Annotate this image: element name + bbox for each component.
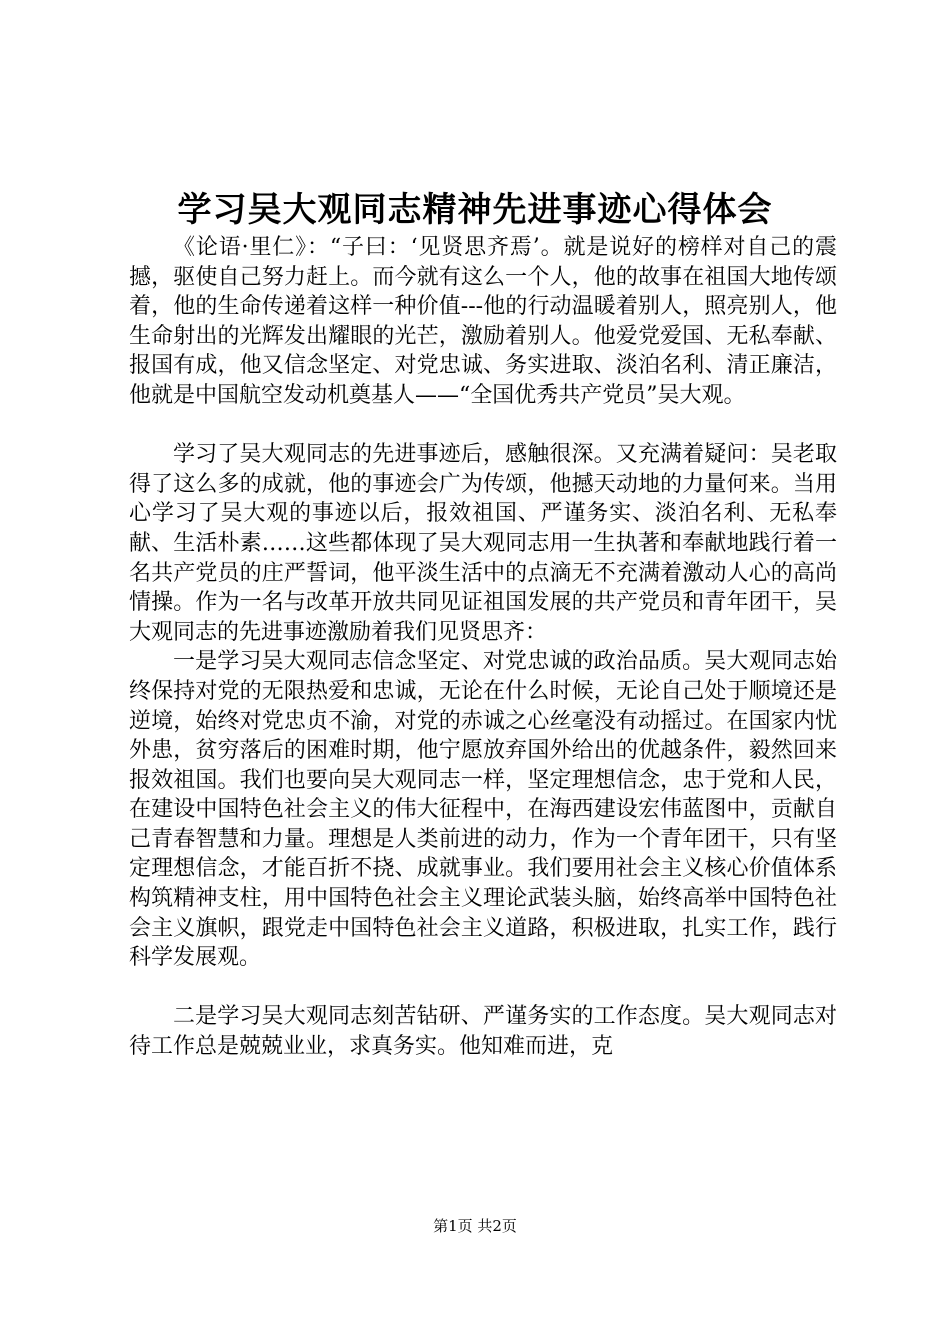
- paragraph-spacer: [129, 973, 837, 1003]
- page-number: 第1页 共2页: [433, 1217, 517, 1235]
- paragraph-3: 一是学习吴大观同志信念坚定、对党忠诚的政治品质。吴大观同志始终保持对党的无限热爱和忠诚，无论在什么时候，无论自己处于顺境还是逆境，始终对党忠贞不渝，对党的赤诚之心丝毫没有动摇过。在国家内忧外患，贫穷落后的困难时期，他宁愿放弃国外给出的优越条件，毅然回来报效祖国。我们也要向吴大观同志一样，坚定理想信念，忠于党和人民，在建设中国特色社会主义的伟大征程中，在海西建设宏伟蓝图中，贡献自己青春智慧和力量。理想是人类前进的动力，作为一个青年团干，只有坚定理想信念，才能百折不挠、成就事业。我们要用社会主义核心价值体系构筑精神支柱，用中国特色社会主义理论武装头脑，始终高举中国特色社会主义旗帜，跟党走中国特色社会主义道路，积极进取，扎实工作，践行科学发展观。: [129, 649, 837, 971]
- document-title: 学习吴大观同志精神先进事迹心得体会: [177, 190, 773, 230]
- document-body: [129, 233, 837, 1062]
- paragraph-2: 学习了吴大观同志的先进事迹后，感触很深。又充满着疑问：吴老取得了这么多的成就，他的事迹会广为传颂，他撼天动地的力量何来。当用心学习了吴大观的事迹以后，报效祖国、严谨务实、淡泊名利、无私奉献、生活朴素……这些都体现了吴大观同志用一生执著和奉献地践行着一名共产党员的庄严誓词，他平淡生活中的点滴无不充满着激动人心的高尚情操。作为一名与改革开放共同见证祖国发展的共产党员和青年团干，吴大观同志的先进事迹激励着我们见贤思齐：: [129, 442, 837, 645]
- paragraph-spacer: [129, 411, 837, 441]
- paragraph-4: 二是学习吴大观同志刻苦钻研、严谨务实的工作态度。吴大观同志对待工作总是兢兢业业，求真务实。他知难而进，克: [129, 1004, 837, 1060]
- paragraph-1: 《论语·里仁》：“子曰：‘见贤思齐焉’。就是说好的榜样对自己的震撼，驱使自己努力赶上。而今就有这么一个人，他的故事在祖国大地传颂着，他的生命传递着这样一种价值---他的行动温暖着别人，照亮别人，他生命射出的光辉发出耀眼的光芒，激励着别人。他爱党爱国、无私奉献、报国有成，他又信念坚定、对党忠诚、务实进取、淡泊名利、清正廉洁，他就是中国航空发动机奠基人——“全国优秀共产党员”吴大观。: [129, 235, 837, 408]
